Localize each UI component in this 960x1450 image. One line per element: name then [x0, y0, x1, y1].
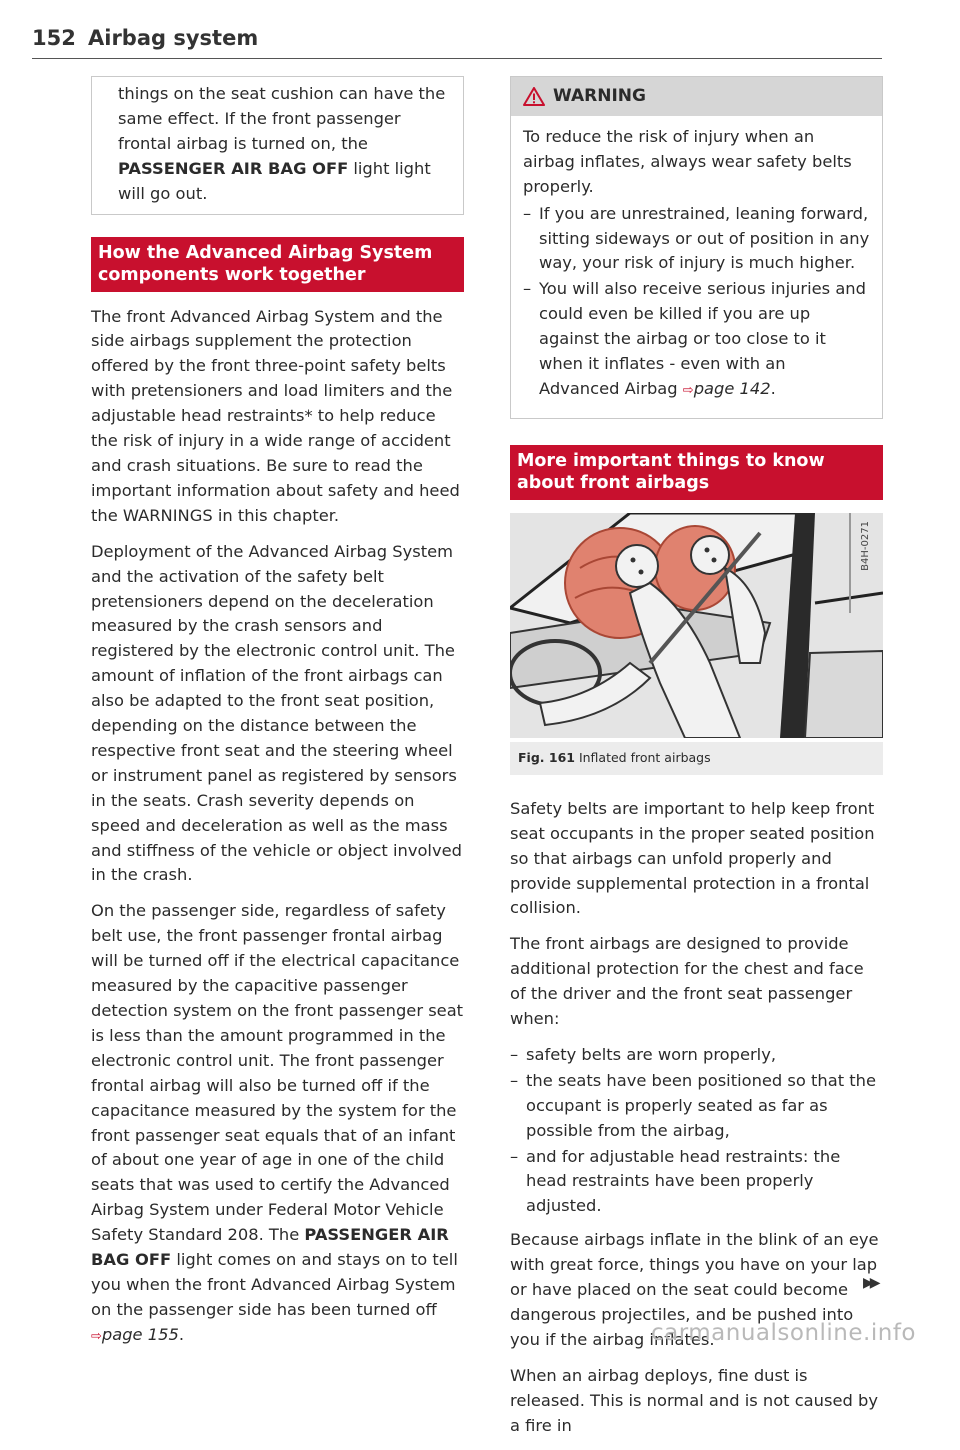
warning-list [523, 202, 870, 404]
page-reference-link[interactable]: ⇨page 142 [682, 378, 771, 398]
figure-label: Fig. 161 [518, 749, 575, 765]
paragraph: When an airbag deploys, fine dust is released. This is normal and is not caused by a fire in [510, 1365, 878, 1435]
right-column [510, 76, 883, 1450]
note-text: things on the seat cushion can have the same effect. If the front passenger frontal airbag is turned on, the PASSENGER AIR BAG OFF light light will go out. [118, 84, 446, 203]
paragraph: The front Advanced Airbag System and the side airbags supplement the protection offered by the front three-point safety belts with pretensioners and load limiters and the adjustable head restraints* to help reduce the risk of injury in a wide range of accident and crash situations. Be sure to read the important information about safety and heed the WARNINGS in this chapter. [91, 306, 460, 525]
warning-body [511, 116, 882, 418]
page-header [32, 24, 882, 59]
warning-item: – You will also receive serious injuries and could even be killed if you are up against the airbag or too close to it when it inflates - even with an Advanced Airbag ⇨page 142. [523, 277, 870, 404]
conditions-list [510, 1043, 883, 1219]
left-column [91, 76, 464, 1361]
figure-code: B4H-0271 [860, 520, 872, 571]
page-number: 152 [32, 26, 76, 50]
reference-arrow-icon: ⇨ [682, 382, 694, 398]
figure-caption: Fig. 161 Inflated front airbags [510, 742, 883, 775]
airbag-illustration [510, 513, 883, 738]
indicator-label: PASSENGER AIR BAG OFF [118, 158, 349, 178]
watermark: carmanualsonline.info [650, 1320, 916, 1346]
list-item: – safety belts are worn properly, [510, 1043, 883, 1068]
list-item: – and for adjustable head restraints: the head restraints have been properly adjusted. [510, 1145, 883, 1220]
continued-note-box [91, 76, 464, 215]
warning-intro: To reduce the risk of injury when an airbag inflates, always wear safety belts properly. [523, 126, 852, 196]
warning-item: – If you are unrestrained, leaning forward, sitting sideways or out of position in any way, your risk of injury is much higher. [523, 202, 870, 277]
inflated-airbags-drawing [510, 513, 883, 738]
page-reference-link[interactable]: ⇨page 155 [91, 1324, 179, 1344]
warning-title: WARNING [553, 86, 646, 106]
section-title: Airbag system [88, 26, 259, 50]
paragraph: Safety belts are important to help keep front seat occupants in the proper seated position so that airbags can unfold properly and provide supplemental protection in a frontal collision. [510, 798, 875, 918]
paragraph: On the passenger side, regardless of safety belt use, the front passenger frontal airbag will be turned off if the electrical capacitance measured by the capacitive passenger detection system on the front passenger seat is less than the amount programmed in the electronic control unit. The front passenger frontal airbag will also be turned off if the capacitance measured by the system for the front passenger seat equals that of an infant of about one year of age in one of the child seats that was used to certify the Advanced Airbag System under Federal Motor Vehicle Safety Standard 208. The PASSENGER AIR BAG OFF light comes on and stays on to tell you when the front Advanced Airbag System on the passenger side has been turned off ⇨page 155. [91, 901, 464, 1344]
list-item: – the seats have been positioned so that the occupant is properly seated as far as possible from the airbag, [510, 1069, 883, 1144]
indicator-label: PASSENGER AIR BAG OFF [91, 1225, 449, 1270]
reference-arrow-icon: ⇨ [91, 1328, 102, 1344]
warning-box [510, 76, 883, 419]
section-heading-advanced-airbag: How the Advanced Airbag System components work together [91, 237, 464, 292]
continue-arrow-icon: ▶▶ [863, 1275, 877, 1291]
warning-title-bar [511, 77, 882, 116]
paragraph: The front airbags are designed to provide additional protection for the chest and face of the driver and the front seat passenger when: [510, 934, 864, 1029]
warning-triangle-icon [523, 87, 545, 106]
section-heading-front-airbags: More important things to know about front airbags [510, 445, 883, 500]
paragraph: Because airbags inflate in the blink of an eye with great force, things you have on your lap or have placed on the seat could become dangerous projectiles, and be pushed into you if the airbag inflates. [510, 1230, 879, 1349]
paragraph: Deployment of the Advanced Airbag System and the activation of the safety belt pretensioners depend on the deceleration measured by the crash sensors and registered by the electronic control unit. The amount of inflation of the front airbags can also be adapted to the front seat position, depending on the distance between the respective front seat and the steering wheel or instrument panel as registered by sensors in the seats. Crash severity depends on speed and deceleration as well as the mass and stiffness of the vehicle or object involved in the crash. [91, 541, 462, 885]
